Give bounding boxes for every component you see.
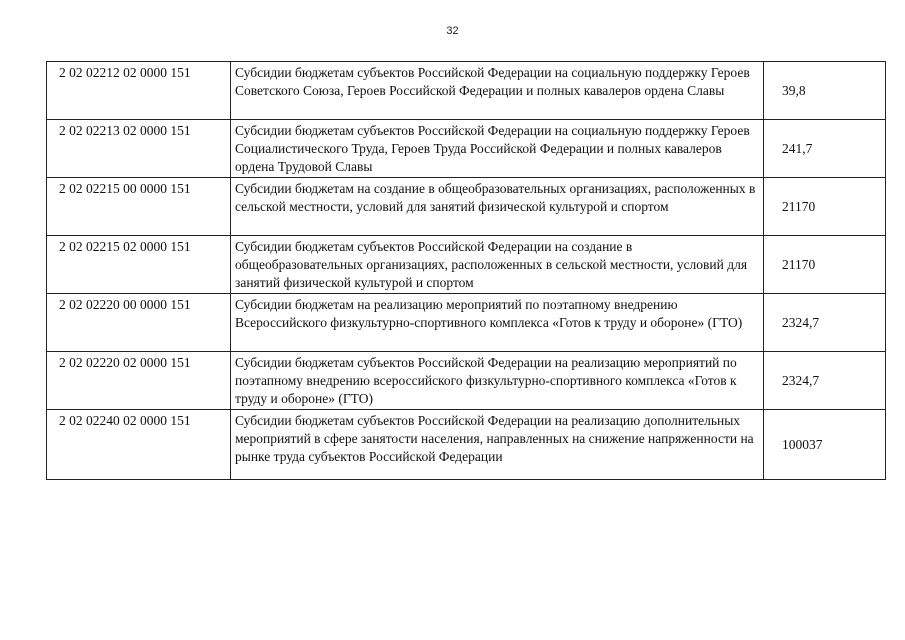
budget-revenue-table	[46, 61, 886, 480]
table-row	[47, 410, 886, 480]
description-cell: Субсидии бюджетам субъектов Российской Федерации на социальную поддержку Героев Советского Союза, Героев Российской Федерации и полных кавалеров ордена Славы	[231, 62, 764, 120]
table-row	[47, 120, 886, 178]
budget-code-cell: 2 02 02212 02 0000 151	[47, 62, 231, 120]
description-cell: Субсидии бюджетам субъектов Российской Федерации на социальную поддержку Героев Социалистического Труда, Героев Труда Российской Федерации и полных кавалеров ордена Трудовой Славы	[231, 120, 764, 178]
table-row	[47, 62, 886, 120]
budget-code-cell: 2 02 02215 00 0000 151	[47, 178, 231, 236]
budget-code-cell: 2 02 02240 02 0000 151	[47, 410, 231, 480]
page-number: 32	[446, 25, 459, 37]
budget-code-cell: 2 02 02213 02 0000 151	[47, 120, 231, 178]
amount-cell: 241,7	[764, 120, 886, 178]
description-cell: Субсидии бюджетам на создание в общеобразовательных организациях, расположенных в сельской местности, условий для занятий физической культурой и спортом	[231, 178, 764, 236]
amount-cell: 39,8	[764, 62, 886, 120]
budget-code-cell: 2 02 02215 02 0000 151	[47, 236, 231, 294]
amount-cell: 2324,7	[764, 352, 886, 410]
budget-code-cell: 2 02 02220 00 0000 151	[47, 294, 231, 352]
amount-cell: 2324,7	[764, 294, 886, 352]
amount-cell: 100037	[764, 410, 886, 480]
amount-cell: 21170	[764, 178, 886, 236]
description-cell: Субсидии бюджетам субъектов Российской Федерации на реализацию дополнительных мероприятий в сфере занятости населения, направленных на снижение напряженности на рынке труда субъектов Российской Федерации	[231, 410, 764, 480]
table-row	[47, 178, 886, 236]
table-row	[47, 236, 886, 294]
table-row	[47, 294, 886, 352]
description-cell: Субсидии бюджетам субъектов Российской Федерации на реализацию мероприятий по поэтапному внедрению всероссийского физкультурно-спортивного комплекса «Готов к труду и обороне» (ГТО)	[231, 352, 764, 410]
amount-cell: 21170	[764, 236, 886, 294]
budget-code-cell: 2 02 02220 02 0000 151	[47, 352, 231, 410]
description-cell: Субсидии бюджетам субъектов Российской Федерации на создание в общеобразовательных организациях, расположенных в сельской местности, условий для занятий физической культурой и спортом	[231, 236, 764, 294]
table-row	[47, 352, 886, 410]
description-cell: Субсидии бюджетам на реализацию мероприятий по поэтапному внедрению Всероссийского физкультурно-спортивного комплекса «Готов к труду и обороне» (ГТО)	[231, 294, 764, 352]
